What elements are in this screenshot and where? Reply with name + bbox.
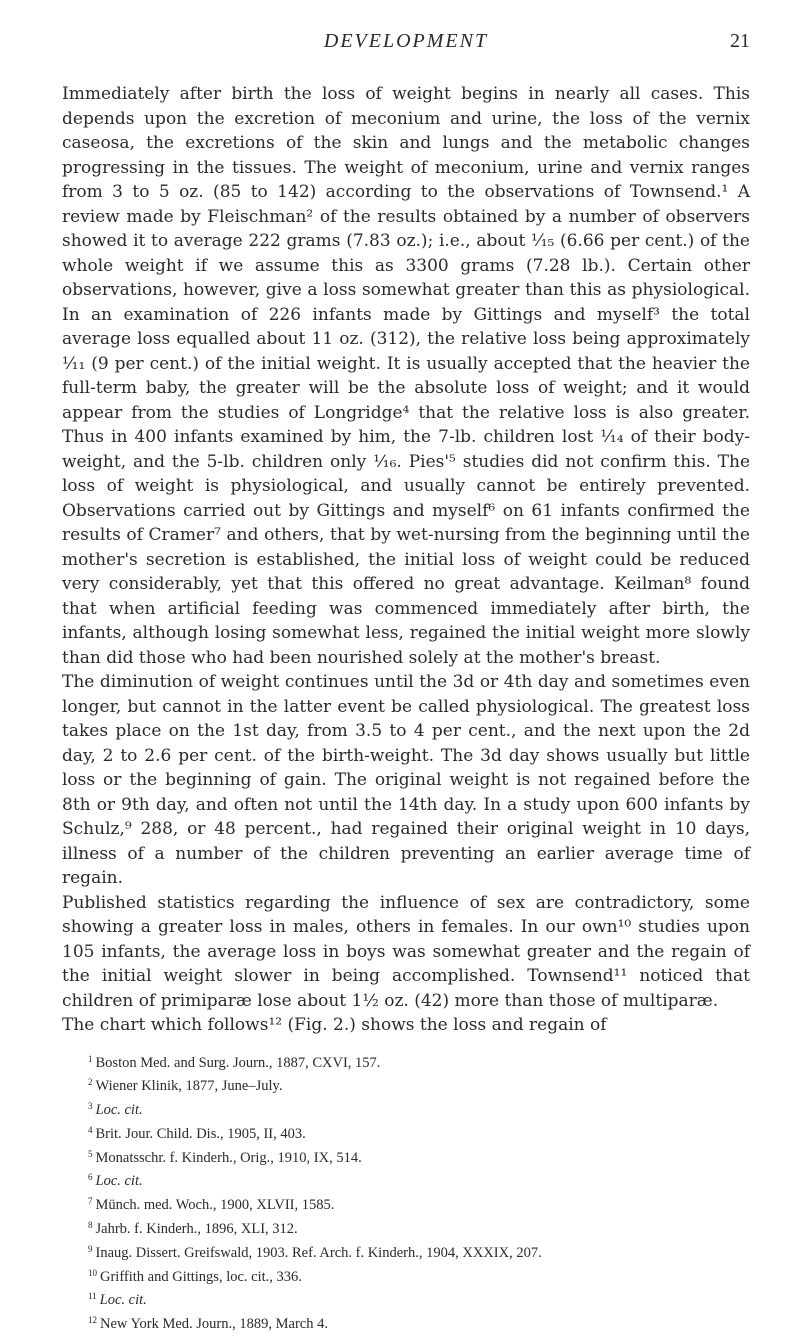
- footnote-text: Griffith and Gittings, loc. cit., 336.: [100, 1268, 302, 1285]
- footnote: [88, 1264, 750, 1288]
- footnote-number: 11: [88, 1291, 97, 1302]
- footnote-text: Monatsschr. f. Kinderh., Orig., 1910, IX, 514.: [95, 1149, 362, 1166]
- footnote: [88, 1216, 750, 1240]
- footnote: [88, 1311, 750, 1335]
- paragraph-initial-weight-loss: Immediately after birth the loss of weight begins in nearly all cases. This depends upon the excretion of meconium and urine, the loss of the vernix caseosa, the excretions of the skin and lungs and the metabolic changes progressing in the tissues. The weight of meconium, urine and vernix ranges from 3 to 5 oz. (85 to 142) according to the observations of Townsend.¹ A review made by Fleischman² of the results obtained by a number of observers showed it to average 222 grams (7.83 oz.); i.e., about ¹⁄₁₅ (6.66 per cent.) of the whole weight if we assume this as 3300 grams (7.28 lb.). Certain other observations, however, give a loss somewhat greater than this as physiological. In an examination of 226 infants made by Gittings and myself³ the total average loss equalled about 11 oz. (312), the relative loss being approximately ¹⁄₁₁ (9 per cent.) of the initial weight. It is usually accepted that the heavier the full-term baby, the greater will be the absolute loss of weight; and it would appear from the studies of Longridge⁴ that the relative loss is also greater. Thus in 400 infants examined by him, the 7-lb. children lost ¹⁄₁₄ of their body-weight, and the 5-lb. children only ¹⁄₁₆. Pies'⁵ studies did not confirm this. The loss of weight is physiological, and usually cannot be entirely prevented. Observations carried out by Gittings and myself⁶ on 61 infants confirmed the results of Cramer⁷ and others, that by wet-nursing from the beginning until the mother's secretion is established, the initial loss of weight could be reduced very considerably, yet that this offered no great advantage. Keilman⁸ found that when artificial feeding was commenced immediately after birth, the infants, although losing somewhat less, regained the initial weight more slowly than did those who had been nourished solely at the mother's breast.: [62, 84, 750, 668]
- footnote-text: Inaug. Dissert. Greifswald, 1903. Ref. Arch. f. Kinderh., 1904, XXXIX, 207.: [95, 1244, 542, 1261]
- footnote-number: 2: [88, 1077, 93, 1088]
- footnote-number: 12: [88, 1315, 97, 1326]
- footnote-number: 7: [88, 1196, 93, 1207]
- footnote-number: 3: [88, 1101, 93, 1112]
- footnote-text: Loc. cit.: [95, 1173, 143, 1190]
- footnote-number: 1: [88, 1053, 93, 1064]
- paragraph-chart-intro: The chart which follows¹² (Fig. 2.) shows the loss and regain of: [62, 1015, 607, 1035]
- paragraph-sex-influence: Published statistics regarding the influence of sex are contradictory, some showing a greater loss in males, others in females. In our own¹⁰ studies upon 105 infants, the average loss in boys was somewhat greater and the regain of the initial weight slower in being accomplished. Townsend¹¹ noticed that children of primiparæ lose about 1½ oz. (42) more than those of multiparæ.: [62, 892, 750, 1011]
- footnote: [88, 1073, 750, 1097]
- footnote-number: 8: [88, 1220, 93, 1231]
- page-number: 21: [730, 30, 750, 52]
- footnote-text: New York Med. Journ., 1889, March 4.: [100, 1316, 328, 1333]
- footnote: [88, 1240, 750, 1264]
- footnote-text: Loc. cit.: [95, 1102, 143, 1119]
- footnote-text: Brit. Jour. Child. Dis., 1905, II, 403.: [95, 1125, 306, 1142]
- paragraph-diminution: The diminution of weight continues until the 3d or 4th day and sometimes even longer, but cannot in the latter event be called physiological. The greatest loss takes place on the 1st day, from 3.5 to 4 per cent., and the next upon the 2d day, 2 to 2.6 per cent. of the birth-weight. The 3d day shows usually but little loss or the beginning of gain. The original weight is not regained before the 8th or 9th day, and often not until the 14th day. In a study upon 600 infants by Schulz,⁹ 288, or 48 percent., had regained their original weight in 10 days, illness of a number of the children preventing an earlier average time of regain.: [62, 672, 750, 888]
- footnote-number: 5: [88, 1148, 93, 1159]
- running-head: DEVELOPMENT: [323, 30, 489, 52]
- footnote-text: Boston Med. and Surg. Journ., 1887, CXVI, 157.: [95, 1054, 381, 1071]
- footnote: [88, 1050, 750, 1074]
- body-text: [62, 82, 750, 1038]
- page-header: [62, 26, 750, 60]
- footnote-number: 6: [88, 1172, 93, 1183]
- footnote-number: 9: [88, 1243, 93, 1254]
- footnote: [88, 1121, 750, 1145]
- footnote: [88, 1192, 750, 1216]
- book-page: [62, 26, 750, 1335]
- footnote: [88, 1287, 750, 1311]
- footnote: [88, 1168, 750, 1192]
- footnote-text: Münch. med. Woch., 1900, XLVII, 1585.: [95, 1197, 335, 1214]
- footnote-number: 4: [88, 1124, 93, 1135]
- footnote-number: 10: [88, 1267, 97, 1278]
- footnote-text: Wiener Klinik, 1877, June–July.: [95, 1078, 283, 1095]
- footnote-text: Jahrb. f. Kinderh., 1896, XLI, 312.: [95, 1221, 298, 1238]
- footnote-text: Loc. cit.: [99, 1292, 147, 1309]
- footnote: [88, 1097, 750, 1121]
- footnote: [88, 1145, 750, 1169]
- footnotes: [88, 1050, 750, 1336]
